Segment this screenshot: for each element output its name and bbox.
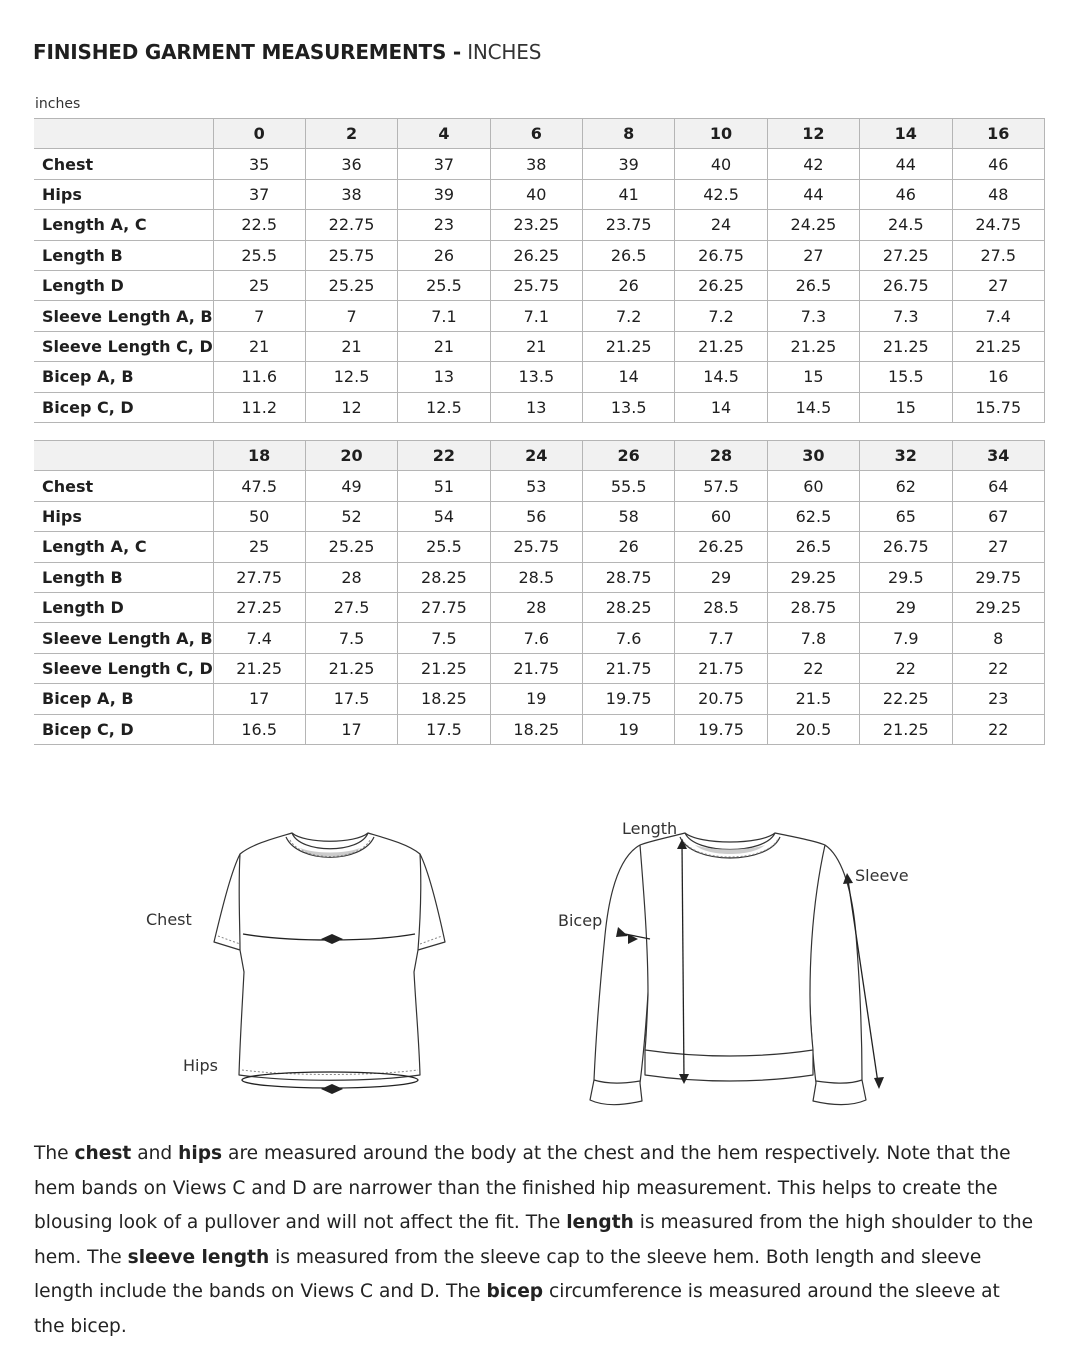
measurement-cell: 22.25 (860, 684, 952, 714)
measurement-cell: 12 (305, 392, 397, 422)
measurement-cell: 44 (767, 179, 859, 209)
measurement-cell: 15.5 (860, 362, 952, 392)
table-row (34, 210, 1045, 240)
measurement-cell: 21 (305, 331, 397, 361)
table-row (34, 592, 1045, 622)
caption-text: is measured from the high shoulder to the hem. The (34, 1212, 1034, 1268)
table-row (34, 501, 1045, 531)
page-title (33, 40, 541, 64)
row-label: Sleeve Length A, B (34, 301, 213, 331)
row-label: Bicep A, B (34, 362, 213, 392)
measurement-cell: 27.75 (213, 562, 305, 592)
measurement-cell: 56 (490, 501, 582, 531)
measurement-cell: 12.5 (398, 392, 490, 422)
measurement-cell: 19.75 (583, 684, 675, 714)
row-label: Chest (34, 471, 213, 501)
measurement-cell: 14.5 (675, 362, 767, 392)
measurement-cell: 15 (767, 362, 859, 392)
measurement-cell: 57.5 (675, 471, 767, 501)
size-header-cell: 10 (675, 119, 767, 149)
measurement-cell: 22 (952, 653, 1045, 683)
measurement-cell: 62.5 (767, 501, 859, 531)
measurement-cell: 21.25 (583, 331, 675, 361)
measurement-cell: 67 (952, 501, 1045, 531)
row-label: Length D (34, 270, 213, 300)
measurement-cell: 22 (767, 653, 859, 683)
measurement-cell: 7.8 (767, 623, 859, 653)
measurement-cell: 38 (490, 149, 582, 179)
measurement-cell: 14 (675, 392, 767, 422)
measurement-cell: 17.5 (398, 714, 490, 744)
measurement-cell: 37 (398, 149, 490, 179)
measurement-cell: 21.5 (767, 684, 859, 714)
measurement-cell: 21 (490, 331, 582, 361)
hips-label: Hips (183, 1056, 218, 1075)
size-header-cell: 6 (490, 119, 582, 149)
measurement-cell: 7 (305, 301, 397, 331)
measurement-cell: 22.5 (213, 210, 305, 240)
page-title-unit: INCHES (467, 40, 542, 64)
measurement-cell: 7.4 (952, 301, 1045, 331)
measurement-cell: 23.75 (583, 210, 675, 240)
measurement-notes (34, 1137, 1034, 1345)
measurement-cell: 27 (952, 270, 1045, 300)
measurement-cell: 7.1 (398, 301, 490, 331)
table-row (34, 392, 1045, 422)
measurement-cell: 29.75 (952, 562, 1045, 592)
measurement-cell: 13.5 (490, 362, 582, 392)
measurement-cell: 36 (305, 149, 397, 179)
measurement-cell: 15.75 (952, 392, 1045, 422)
measurement-cell: 21.25 (860, 714, 952, 744)
size-header-cell: 24 (490, 441, 582, 471)
measurement-cell: 25 (213, 532, 305, 562)
measurement-cell: 25.25 (305, 270, 397, 300)
measurement-cell: 14 (583, 362, 675, 392)
size-header-cell: 0 (213, 119, 305, 149)
measurement-cell: 16.5 (213, 714, 305, 744)
measurement-cell: 7.6 (490, 623, 582, 653)
measurement-cell: 21.25 (860, 331, 952, 361)
size-header-cell: 26 (583, 441, 675, 471)
measurement-cell: 13 (398, 362, 490, 392)
measurement-cell: 46 (860, 179, 952, 209)
caption-text: circumference is measured around the sleeve at the bicep. (34, 1281, 1000, 1337)
size-header-cell: 34 (952, 441, 1045, 471)
table-row (34, 362, 1045, 392)
measurement-cell: 26 (583, 532, 675, 562)
measurement-cell: 28.25 (398, 562, 490, 592)
caption-emphasis: chest (74, 1143, 132, 1164)
size-header-cell: 16 (952, 119, 1045, 149)
size-header-row (34, 119, 1045, 149)
measurement-cell: 21.25 (767, 331, 859, 361)
caption-text: are measured around the body at the chest and the hem respectively. Note that the hem bands on Views C and D are narrower than the finished hip measurement. This helps to create the blousing look of a pullover and will not affect the fit. The (34, 1143, 1011, 1234)
measurement-cell: 44 (860, 149, 952, 179)
measurement-cell: 25.75 (305, 240, 397, 270)
row-label: Hips (34, 179, 213, 209)
measurement-cell: 13 (490, 392, 582, 422)
measurement-cell: 29 (860, 592, 952, 622)
measurement-cell: 29.25 (767, 562, 859, 592)
measurement-cell: 51 (398, 471, 490, 501)
measurement-cell: 38 (305, 179, 397, 209)
measurement-cell: 26.75 (860, 532, 952, 562)
measurement-cell: 7.5 (305, 623, 397, 653)
measurement-cell: 24.75 (952, 210, 1045, 240)
measurement-cell: 23 (398, 210, 490, 240)
measurement-cell: 25.75 (490, 270, 582, 300)
row-label: Bicep C, D (34, 392, 213, 422)
size-header-cell: 4 (398, 119, 490, 149)
caption-text: is measured from the sleeve cap to the sleeve hem. Both length and sleeve length include the bands on Views C and D. The (34, 1246, 982, 1303)
measurement-cell: 21.25 (398, 653, 490, 683)
measurement-cell: 19.75 (675, 714, 767, 744)
measurement-cell: 12.5 (305, 362, 397, 392)
caption-text: The (34, 1143, 75, 1164)
table-row (34, 240, 1045, 270)
measurement-cell: 27.5 (305, 592, 397, 622)
measurement-cell: 25 (213, 270, 305, 300)
measurement-cell: 42.5 (675, 179, 767, 209)
size-header-cell: 14 (860, 119, 952, 149)
measurement-cell: 46 (952, 149, 1045, 179)
sweatshirt-diagram (550, 815, 930, 1110)
measurement-cell: 8 (952, 623, 1045, 653)
measurement-cell: 15 (860, 392, 952, 422)
size-header-row (34, 441, 1045, 471)
measurement-cell: 23.25 (490, 210, 582, 240)
measurement-cell: 22 (952, 714, 1045, 744)
measurement-cell: 28.25 (583, 592, 675, 622)
measurement-cell: 7.1 (490, 301, 582, 331)
sweatshirt-illustration (550, 815, 930, 1110)
row-label: Hips (34, 501, 213, 531)
measurement-cell: 49 (305, 471, 397, 501)
measurement-cell: 17 (305, 714, 397, 744)
measurement-cell: 27.25 (860, 240, 952, 270)
measurement-cell: 25.75 (490, 532, 582, 562)
bicep-label: Bicep (558, 911, 603, 930)
measurement-cell: 28 (490, 592, 582, 622)
header-corner-cell (34, 441, 213, 471)
measurement-cell: 28.5 (675, 592, 767, 622)
measurement-cell: 21.75 (490, 653, 582, 683)
measurement-cell: 27 (952, 532, 1045, 562)
measurement-cell: 28.75 (583, 562, 675, 592)
measurement-cell: 21.75 (675, 653, 767, 683)
size-header-cell: 12 (767, 119, 859, 149)
measurement-cell: 27.75 (398, 592, 490, 622)
size-header-cell: 8 (583, 119, 675, 149)
measurement-cell: 65 (860, 501, 952, 531)
measurement-cell: 42 (767, 149, 859, 179)
measurement-cell: 39 (398, 179, 490, 209)
measurement-cell: 29 (675, 562, 767, 592)
table-row (34, 623, 1045, 653)
table-row (34, 684, 1045, 714)
length-label: Length (622, 819, 678, 838)
measurement-cell: 28 (305, 562, 397, 592)
tshirt-diagram (140, 820, 470, 1110)
table-row (34, 562, 1045, 592)
caption-emphasis: bicep (486, 1281, 544, 1303)
measurement-cell: 26.75 (675, 240, 767, 270)
measurement-cell: 19 (490, 684, 582, 714)
table-row (34, 301, 1045, 331)
row-label: Bicep C, D (34, 714, 213, 744)
measurement-cell: 14.5 (767, 392, 859, 422)
measurement-cell: 26.25 (490, 240, 582, 270)
header-corner-cell (34, 119, 213, 149)
measurement-cell: 26.25 (675, 270, 767, 300)
measurement-cell: 21.75 (583, 653, 675, 683)
measurement-cell: 25.5 (398, 532, 490, 562)
measurement-cell: 25.25 (305, 532, 397, 562)
measurement-cell: 24.25 (767, 210, 859, 240)
measurement-cell: 26.25 (675, 532, 767, 562)
table-row (34, 532, 1045, 562)
measurement-cell: 28.5 (490, 562, 582, 592)
measurement-cell: 21.25 (213, 653, 305, 683)
measurement-cell: 54 (398, 501, 490, 531)
size-header-cell: 28 (675, 441, 767, 471)
row-label: Length A, C (34, 532, 213, 562)
measurement-cell: 11.2 (213, 392, 305, 422)
size-header-cell: 2 (305, 119, 397, 149)
size-header-cell: 30 (767, 441, 859, 471)
table-row (34, 270, 1045, 300)
measurement-cell: 21.25 (305, 653, 397, 683)
measurement-cell: 17 (213, 684, 305, 714)
measurement-cell: 55.5 (583, 471, 675, 501)
measurement-cell: 23 (952, 684, 1045, 714)
measurement-cell: 64 (952, 471, 1045, 501)
measurement-cell: 16 (952, 362, 1045, 392)
measurement-cell: 26.75 (860, 270, 952, 300)
measurement-cell: 11.6 (213, 362, 305, 392)
row-label: Length B (34, 240, 213, 270)
measurement-cell: 25.5 (398, 270, 490, 300)
caption-emphasis: length (566, 1212, 634, 1234)
measurement-cell: 7.3 (767, 301, 859, 331)
measurement-cell: 35 (213, 149, 305, 179)
caption-text: and (131, 1143, 179, 1164)
measurement-cell: 29.25 (952, 592, 1045, 622)
measurement-cell: 21.25 (952, 331, 1045, 361)
caption-emphasis: sleeve length (127, 1246, 270, 1268)
row-label: Sleeve Length C, D (34, 653, 213, 683)
measurement-cell: 18.25 (398, 684, 490, 714)
measurement-cell: 7.4 (213, 623, 305, 653)
measurement-cell: 24 (675, 210, 767, 240)
measurement-cell: 27 (767, 240, 859, 270)
measurement-cell: 24.5 (860, 210, 952, 240)
size-header-cell: 22 (398, 441, 490, 471)
table-row (34, 714, 1045, 744)
measurement-cell: 27.25 (213, 592, 305, 622)
measurement-cell: 7.2 (583, 301, 675, 331)
measurement-cell: 40 (490, 179, 582, 209)
measurement-cell: 7 (213, 301, 305, 331)
measurement-cell: 37 (213, 179, 305, 209)
table-row (34, 331, 1045, 361)
measurement-cell: 7.9 (860, 623, 952, 653)
measurement-cell: 62 (860, 471, 952, 501)
measurement-cell: 20.5 (767, 714, 859, 744)
measurement-cell: 28.75 (767, 592, 859, 622)
measurement-cell: 40 (675, 149, 767, 179)
measurement-cell: 26.5 (767, 270, 859, 300)
size-header-cell: 18 (213, 441, 305, 471)
measurement-cell: 26.5 (583, 240, 675, 270)
measurement-cell: 27.5 (952, 240, 1045, 270)
measurement-cell: 26 (583, 270, 675, 300)
page-title-bold: FINISHED GARMENT MEASUREMENTS - (33, 40, 462, 64)
measurement-cell: 7.3 (860, 301, 952, 331)
row-label: Sleeve Length C, D (34, 331, 213, 361)
measurement-cell: 17.5 (305, 684, 397, 714)
chest-label: Chest (146, 910, 192, 929)
measurement-cell: 21.25 (675, 331, 767, 361)
measurement-cell: 26 (398, 240, 490, 270)
measurement-cell: 22.75 (305, 210, 397, 240)
measurement-cell: 41 (583, 179, 675, 209)
unit-label: inches (35, 96, 81, 112)
size-header-cell: 32 (860, 441, 952, 471)
measurement-cell: 7.5 (398, 623, 490, 653)
measurement-cell: 18.25 (490, 714, 582, 744)
row-label: Bicep A, B (34, 684, 213, 714)
measurement-cell: 7.6 (583, 623, 675, 653)
size-header-cell: 20 (305, 441, 397, 471)
row-label: Chest (34, 149, 213, 179)
row-label: Length B (34, 562, 213, 592)
sleeve-label: Sleeve (855, 866, 909, 885)
row-label: Length A, C (34, 210, 213, 240)
measurement-cell: 47.5 (213, 471, 305, 501)
measurement-cell: 52 (305, 501, 397, 531)
measurement-cell: 26.5 (767, 532, 859, 562)
caption-emphasis: hips (178, 1143, 223, 1164)
measurement-cell: 39 (583, 149, 675, 179)
measurement-cell: 22 (860, 653, 952, 683)
measurements-table-large-sizes (34, 440, 1045, 745)
table-row (34, 149, 1045, 179)
measurement-cell: 19 (583, 714, 675, 744)
table-row (34, 179, 1045, 209)
measurement-cell: 13.5 (583, 392, 675, 422)
measurement-cell: 53 (490, 471, 582, 501)
measurement-cell: 20.75 (675, 684, 767, 714)
measurement-cell: 60 (675, 501, 767, 531)
table-row (34, 653, 1045, 683)
row-label: Length D (34, 592, 213, 622)
row-label: Sleeve Length A, B (34, 623, 213, 653)
measurement-cell: 48 (952, 179, 1045, 209)
measurement-cell: 50 (213, 501, 305, 531)
measurement-cell: 21 (213, 331, 305, 361)
table-row (34, 471, 1045, 501)
measurement-cell: 60 (767, 471, 859, 501)
measurement-cell: 7.7 (675, 623, 767, 653)
measurements-table-small-sizes (34, 118, 1045, 423)
measurement-cell: 7.2 (675, 301, 767, 331)
measurement-cell: 25.5 (213, 240, 305, 270)
measurement-cell: 29.5 (860, 562, 952, 592)
measurement-cell: 58 (583, 501, 675, 531)
measurement-cell: 21 (398, 331, 490, 361)
